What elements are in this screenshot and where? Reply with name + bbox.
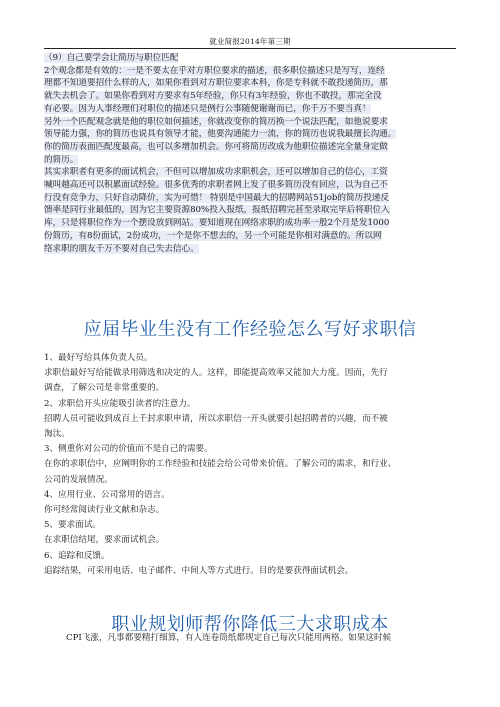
paragraph-line: 5、要求面试。 [44, 520, 102, 531]
paragraph-line: 另外一个匹配观念就是他的职位如何描述，你就改变你的简历换一个说法匹配，如他说要求 [44, 116, 388, 127]
paragraph-line: 调查，了解公司是非常重要的。 [44, 383, 165, 394]
paragraph-line: 4、应用行业、公司常用的语言。 [44, 489, 170, 500]
header-rule [44, 48, 456, 49]
paragraph-line: 络求职的朋友千万不要对自己失去信心。 [44, 243, 199, 254]
section-matching-resume [44, 52, 456, 255]
paragraph-line: 你可经常阅读行业文献和杂志。 [44, 505, 165, 516]
paragraph-line: 其实求职者有更多的面试机会，不但可以增加成功求职机会，还可以增加自己的信心，工资 [44, 167, 388, 178]
paragraph-line: 就失去机会了。如果你看到对方要求有5年经验，你只有3年经验，你也不敢投，那完全没 [44, 91, 382, 102]
paragraph-line: （9）自己要学会让简历与职位匹配 [44, 53, 179, 63]
section-title-cover-letter: 应届毕业生没有工作经验怎么写好求职信 [83, 319, 417, 340]
paragraph-line: 的简历。 [44, 154, 79, 165]
paragraph-line: 公司的发展情况。 [44, 474, 113, 485]
newsletter-header: 就业简报2014年第三期 [209, 37, 291, 46]
paragraph-line: 3、侧重你对公司的价值而不是自己的需要。 [44, 444, 213, 455]
paragraph-line: 6、追踪和反馈。 [44, 550, 110, 561]
paragraph-line: 在你的求职信中，应阐明你的工作经验和技能会给公司带来价值。了解公司的需求，和行业、 [44, 459, 397, 470]
paragraph-line: 理都不知道要招什么样的人，如果你看到对方职位要求本科，你是专科就不敢投递简历，那 [44, 78, 388, 89]
paragraph-line: 1、最好写给具体负责人员。 [44, 353, 153, 363]
section-title-career-planner: 职业规划师帮你降低三大求职成本 [111, 614, 389, 635]
paragraph-line: 淘汰。 [44, 429, 70, 440]
paragraph-line: 你的简历表面匹配度最高，也可以多增加机会。你可将简历改成为他职位描述完全量身定做 [44, 141, 388, 152]
paragraph-line: 馈率是同行业最低的，因为它主要资源80%投入报纸，报纸招聘完甚至录取完毕后将职位入 [44, 205, 390, 216]
paragraph-line: 领导能力强，你的简历也说具有领导才能，他要沟通能力一流，你的简历也说我最擅长沟通。 [44, 129, 397, 140]
paragraph-line: 招聘人员可能收到成百上千封求职申请，所以求职信一开头就要引起招聘者的兴趣，而不被 [44, 413, 388, 424]
paragraph-line: 求职信最好写给能做录用筛选和决定的人。这样，即能提高效率又能加大力度。因而，先行 [44, 368, 388, 379]
paragraph-line: 2、求职信开头应能吸引读者的注意力。 [44, 398, 196, 409]
paragraph-line: 行没有竞争力，只好自动降价，实为可惜！ 特别是中国最大的招聘网站51job的简历投递反 [44, 192, 389, 203]
paragraph-line: 有必要。因为人事经理们对职位的描述只是例行公事随便谢谢而已，你千万不要当真！ [44, 103, 371, 114]
section-career-planner-body [44, 631, 456, 646]
section-cover-letter-body [44, 351, 456, 579]
paragraph-line: 份简历，有8份面试，2份成功，一个是你不想去的，另一个可能是你相对满意的。所以网 [44, 230, 382, 241]
paragraph-line: 追踪结果，可采用电话、电子邮件、中间人等方式进行。目的是要获得面试机会。 [44, 565, 354, 576]
paragraph-line: 库，只是将职位作为一个摆设放到网站。要知道现在网络求职的成功率一般2个月是发1000 [44, 218, 390, 229]
paragraph-line: 喊叫越高还可以积累面试经验。很多优秀的求职者网上发了很多简历没有回应，以为自己不 [44, 180, 388, 191]
paragraph-line: CPI飞涨，凡事都要精打细算，有人连卷筒纸都规定自己每次只能用两格。如果这时候 [66, 633, 392, 643]
paragraph-line: 在求职信结尾，要求面试机会。 [44, 535, 165, 546]
paragraph-line: 2个观念都是有效的：一是不要太在乎对方职位要求的描述，很多职位描述只是写写，连经 [44, 65, 385, 76]
